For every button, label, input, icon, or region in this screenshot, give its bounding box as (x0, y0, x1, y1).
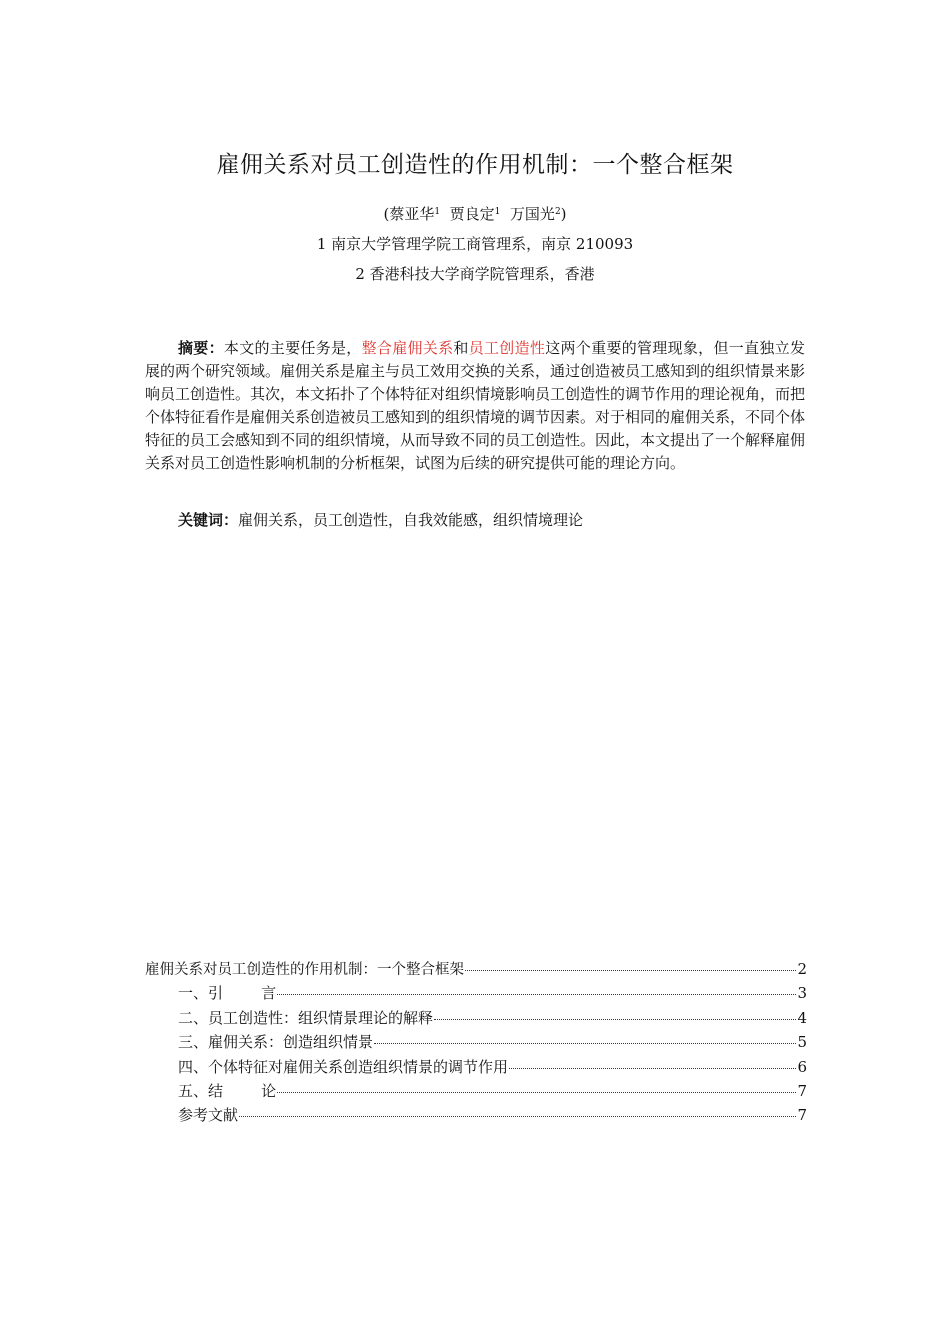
toc-entry-label: 二、员工创造性：组织情景理论的解释 (178, 1008, 434, 1027)
affiliation-1: 1 南京大学管理学院工商管理系，南京 210093 (316, 235, 634, 253)
abstract-text: 和 (453, 339, 469, 357)
abstract-label: 摘要： (178, 339, 224, 357)
toc-entry-label: 三、雇佣关系：创造组织情景 (178, 1033, 374, 1052)
toc-entry-label: 五、结 论 (178, 1081, 277, 1100)
toc-entry[interactable] (145, 1031, 807, 1055)
toc-entry-page: 7 (797, 1106, 807, 1125)
toc-entry-label: 参考文献 (178, 1106, 239, 1125)
author-affiliation-mark: 1 (434, 207, 441, 217)
toc-entry[interactable] (145, 1080, 807, 1104)
toc-entry[interactable] (145, 1104, 807, 1128)
toc-entry-label: 雇佣关系对员工创造性的作用机制：一个整合框架 (145, 962, 464, 978)
toc-entry-page: 7 (797, 1081, 807, 1100)
author-name: 贾良定 (449, 205, 495, 223)
toc-entry[interactable] (145, 958, 807, 982)
paper-title: 雇佣关系对员工创造性的作用机制：一个整合框架 (216, 152, 734, 178)
table-of-contents (145, 958, 807, 1129)
author-line (0, 203, 950, 224)
toc-entry-label: 一、引 言 (178, 984, 277, 1003)
toc-entry-page: 5 (797, 1033, 807, 1052)
abstract (145, 337, 805, 475)
toc-entry[interactable] (145, 1056, 807, 1080)
toc-leader-dots (434, 1018, 796, 1020)
author-open-paren: ( (383, 205, 390, 223)
toc-entry-page: 2 (797, 960, 807, 978)
author-affiliation-mark: 2 (554, 207, 561, 217)
toc-entry-page: 3 (797, 984, 807, 1003)
author-name: 蔡亚华 (389, 205, 435, 223)
abstract-text: 这两个重要的管理现象，但一直独立发展的两个研究领域。雇佣关系是雇主与员工效用交换的关系，通过创造被员工感知到的组织情景来影响员工创造性。其次，本文拓扑了个体特征对组织情境影响员工创造性的调节作用的理论视角，而把个体特征看作是雇佣关系创造被员工感知到的组织情境的调节因素。对于相同的雇佣关系，不同个体特征的员工会感知到不同的组织情境，从而导致不同的员工创造性。因此，本文提出了一个解释雇佣关系对员工创造性影响机制的分析框架，试图为后续的研究提供可能的理论方向。 (145, 339, 806, 472)
abstract-highlight: 整合雇佣关系 (361, 339, 454, 357)
toc-leader-dots (277, 993, 796, 995)
toc-leader-dots (374, 1042, 796, 1044)
affiliation-2: 2 香港科技大学商学院管理系，香港 (355, 265, 595, 283)
toc-entry[interactable] (145, 982, 807, 1006)
author-close-paren: ) (560, 205, 567, 223)
toc-entry-page: 4 (797, 1008, 807, 1027)
toc-entry-label: 四、个体特征对雇佣关系创造组织情景的调节作用 (178, 1057, 509, 1076)
author-affiliation-mark: 1 (494, 207, 501, 217)
toc-leader-dots (277, 1091, 796, 1093)
author-name: 万国光 (509, 205, 555, 223)
toc-leader-dots (509, 1067, 796, 1069)
toc-leader-dots (465, 969, 796, 971)
toc-entry-page: 6 (797, 1057, 807, 1076)
abstract-highlight: 员工创造性 (468, 339, 546, 357)
keywords (145, 509, 805, 532)
keywords-label: 关键词： (178, 511, 239, 529)
keywords-text: 雇佣关系，员工创造性，自我效能感，组织情境理论 (238, 511, 584, 529)
abstract-text: 本文的主要任务是， (223, 339, 362, 357)
toc-entry[interactable] (145, 1007, 807, 1031)
toc-leader-dots (239, 1115, 796, 1117)
